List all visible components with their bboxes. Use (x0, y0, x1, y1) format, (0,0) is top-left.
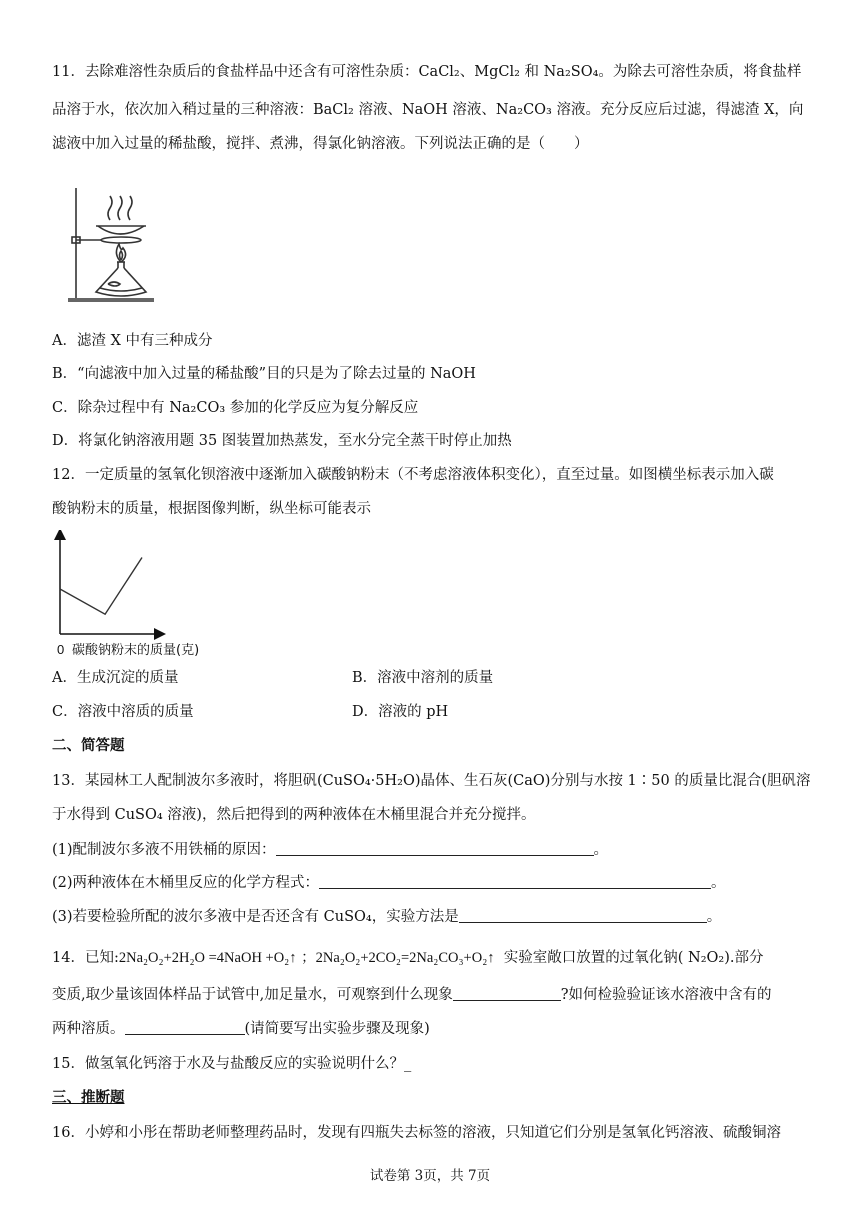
q12-option-b: B．溶液中溶剂的质量 (352, 670, 494, 686)
q12-curve-line (60, 558, 142, 615)
q15-line: 15．做氢氧化钙溶于水及与盐酸反应的实验说明什么？_ (52, 1056, 412, 1072)
answer-blank[interactable] (459, 908, 707, 923)
answer-blank[interactable] (125, 1020, 245, 1035)
q14-line-3-rest: (请简要写出实验步骤及现象) (244, 1021, 430, 1037)
q11-line-3: 滤液中加入过量的稀盐酸，搅拌、煮沸，得氯化钠溶液。下列说法正确的是（ ） (52, 136, 589, 152)
q11-option-b: B．“向滤液中加入过量的稀盐酸”目的只是为了除去过量的 NaOH (52, 366, 476, 382)
section-2-heading: 二、简答题 (52, 737, 125, 754)
section-3-heading: 三、推断题 (52, 1089, 125, 1106)
q11-option-a: A．滤渣 X 中有三种成分 (52, 333, 213, 349)
q14-line-2 (52, 985, 772, 1005)
q11-line-1: 11．去除难溶性杂质后的食盐样品中还含有可溶性杂质：CaCl₂、MgCl₂ 和 Na₂SO₄。为除去可溶性杂质，将食盐样 (52, 64, 802, 80)
q11-option-c: C．除杂过程中有 Na₂CO₃ 参加的化学反应为复分解反应 (52, 400, 419, 416)
q14-line-3-text: 两种溶质。 (52, 1021, 125, 1037)
q14-equation-2: 2Na₂O₂+2CO₂=2Na₂CO₃+O₂↑ (315, 950, 495, 966)
q14-equation-1: 2Na₂O₂+2H₂O =4NaOH +O₂↑ (118, 950, 297, 966)
q12-option-a: A．生成沉淀的质量 (52, 670, 179, 686)
q14-separator: ； (301, 950, 316, 966)
q13-line-1: 13．某园林工人配制波尔多液时，将胆矾(CuSO₄·5H₂O)晶体、生石灰(CaO)分别与水按 1∶50 的质量比混合(胆矾溶 (52, 773, 811, 789)
period: 。 (711, 875, 726, 891)
q12-option-d: D．溶液的 pH (352, 704, 449, 720)
q14-line-3 (52, 1019, 430, 1039)
q13-sub-1-text: (1)配制波尔多液不用铁桶的原因： (52, 842, 276, 858)
q11-line-2: 品溶于水，依次加入稍过量的三种溶液：BaCl₂ 溶液、NaOH 溶液、Na₂CO₃ 溶液。充分反应后过滤，得滤渣 X，向 (52, 102, 804, 118)
q12-line-1: 12．一定质量的氢氧化钡溶液中逐渐加入碳酸钠粉末（不考虑溶液体积变化），直至过量。如图横坐标表示加入碳 (52, 467, 774, 483)
q13-sub-3-text: (3)若要检验所配的波尔多液中是否还含有 CuSO₄，实验方法是 (52, 909, 459, 925)
q16-line-1: 16．小婷和小彤在帮助老师整理药品时，发现有四瓶失去标签的溶液，只知道它们分别是氢氧化钙溶液、硫酸铜溶 (52, 1125, 781, 1141)
q14-line-1-rest: 实验室敞口放置的过氧化钠( N₂O₂).部分 (503, 950, 764, 966)
answer-blank[interactable] (453, 986, 561, 1001)
q13-sub-3 (52, 907, 721, 927)
q13-sub-1 (52, 840, 608, 860)
q12-line-2: 酸钠粉末的质量，根据图像判断，纵坐标可能表示 (52, 501, 371, 517)
q13-sub-2-text: (2)两种液体在木桶里反应的化学方程式： (52, 875, 320, 891)
q14-line-1 (52, 948, 763, 968)
q13-line-2: 于水得到 CuSO₄ 溶液)，然后把得到的两种液体在木桶里混合并充分搅拌。 (52, 807, 536, 823)
q14-prefix: 14．已知: (52, 950, 119, 966)
q12-graph (52, 530, 232, 660)
answer-blank[interactable] (276, 841, 594, 856)
q14-line-2-rest: ?如何检验验证该水溶液中含有的 (560, 987, 772, 1003)
page-footer: 试卷第 3页，共 7页 (369, 1168, 491, 1184)
period: 。 (593, 842, 609, 858)
period: 。 (706, 909, 722, 925)
q12-option-c: C．溶液中溶质的质量 (52, 704, 194, 720)
q13-sub-2 (52, 873, 726, 893)
q14-line-2-text: 变质,取少量该固体样品于试管中,加足量水，可观察到什么现象 (52, 987, 453, 1003)
evaporation-apparatus-figure (62, 180, 158, 304)
answer-blank[interactable] (319, 874, 711, 889)
q11-option-d: D．将氯化钠溶液用题 35 图装置加热蒸发，至水分完全蒸干时停止加热 (52, 433, 512, 449)
graph-origin-label: 0 (57, 642, 65, 657)
graph-x-axis-label: 碳酸钠粉末的质量(克) (72, 643, 200, 658)
